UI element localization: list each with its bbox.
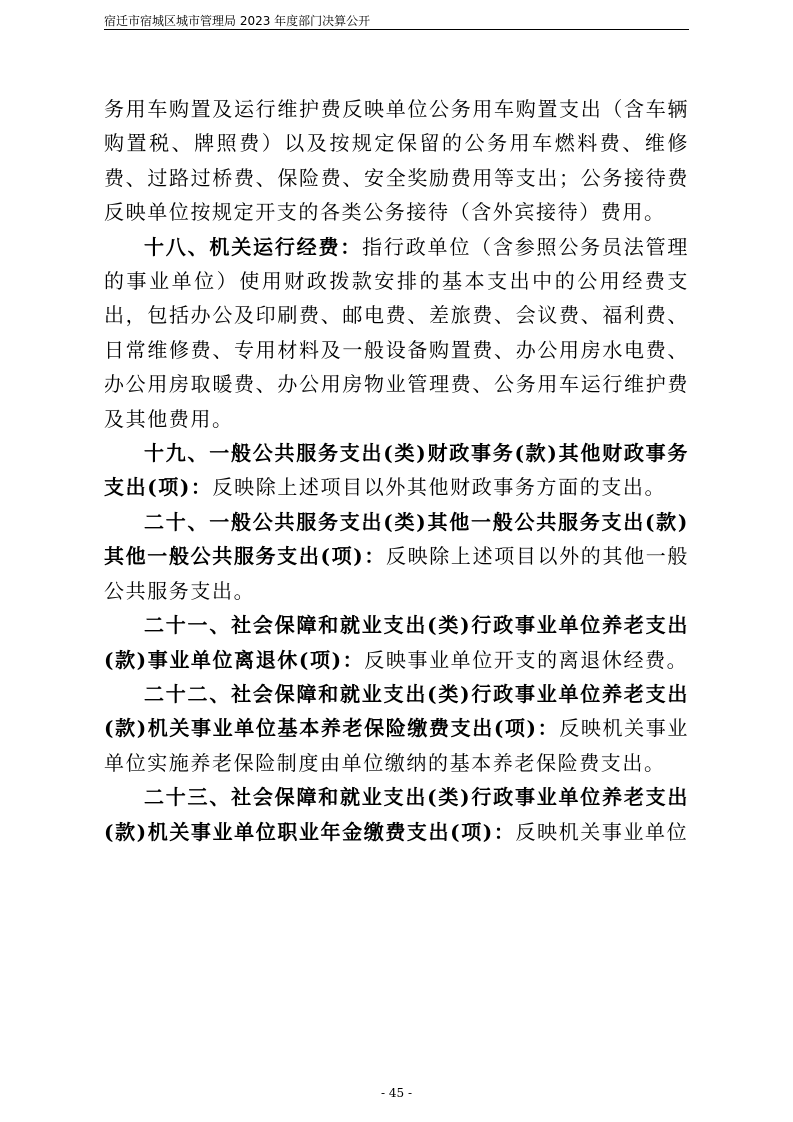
header-divider — [104, 29, 689, 30]
paragraph-text: 反映除上述项目以外的其他一般公共服务支出。 — [104, 544, 689, 603]
paragraph-item-21 — [104, 608, 689, 677]
paragraph-item-19 — [104, 436, 689, 505]
paragraph-text: 务用车购置及运行维护费反映单位公务用车购置支出（含车辆购置税、牌照费）以及按规定保留的公务用车燃料费、维修费、过路过桥费、保险费、安全奖励费用等支出；公务接待费反映单位按规定开支的各类公务接待（含外宾接待）费用。 — [104, 97, 689, 225]
paragraph-heading: 十九、一般公共服务支出(类)财政事务(款)其他财政事务支出(项)： — [104, 441, 689, 500]
paragraph-item-18 — [104, 230, 689, 436]
page-header: 宿迁市宿城区城市管理局 2023 年度部门决算公开 — [104, 14, 371, 28]
paragraph-heading: 二十、一般公共服务支出(类)其他一般公共服务支出(款)其他一般公共服务支出(项)： — [104, 509, 689, 569]
paragraph-text: 反映机关事业单位 — [515, 819, 689, 844]
paragraph-heading: 二十三、社会保障和就业支出(类)行政事业单位养老支出(款)机关事业单位职业年金缴费支出(项)： — [104, 785, 689, 844]
paragraph-item-20 — [104, 505, 689, 608]
paragraph-item-23 — [104, 780, 689, 849]
paragraph-text: 指行政单位（含参照公务员法管理的事业单位）使用财政拨款安排的基本支出中的公用经费支出，包括办公及印刷费、邮电费、差旅费、会议费、福利费、日常维修费、专用材料及一般设备购置费、办公用房水电费、办公用房取暖费、办公用房物业管理费、公务用车运行维护费及其他费用。 — [104, 234, 690, 431]
page-number: - 45 - — [380, 1086, 412, 1100]
paragraph-heading: 二十一、社会保障和就业支出(类)行政事业单位养老支出(款)事业单位离退休(项)： — [104, 613, 689, 672]
document-body — [104, 92, 689, 849]
paragraph-text: 反映机关事业单位实施养老保险制度由单位缴纳的基本养老保险费支出。 — [104, 716, 689, 775]
paragraph-text: 反映除上述项目以外其他财政事务方面的支出。 — [212, 475, 667, 500]
paragraph-text: 反映事业单位开支的离退休经费。 — [364, 647, 689, 672]
paragraph-continuation — [104, 92, 689, 230]
paragraph-item-22 — [104, 677, 689, 780]
paragraph-heading: 十八、机关运行经费： — [144, 234, 363, 259]
paragraph-heading: 二十二、社会保障和就业支出(类)行政事业单位养老支出(款)机关事业单位基本养老保险缴费支出(项)： — [104, 681, 689, 741]
